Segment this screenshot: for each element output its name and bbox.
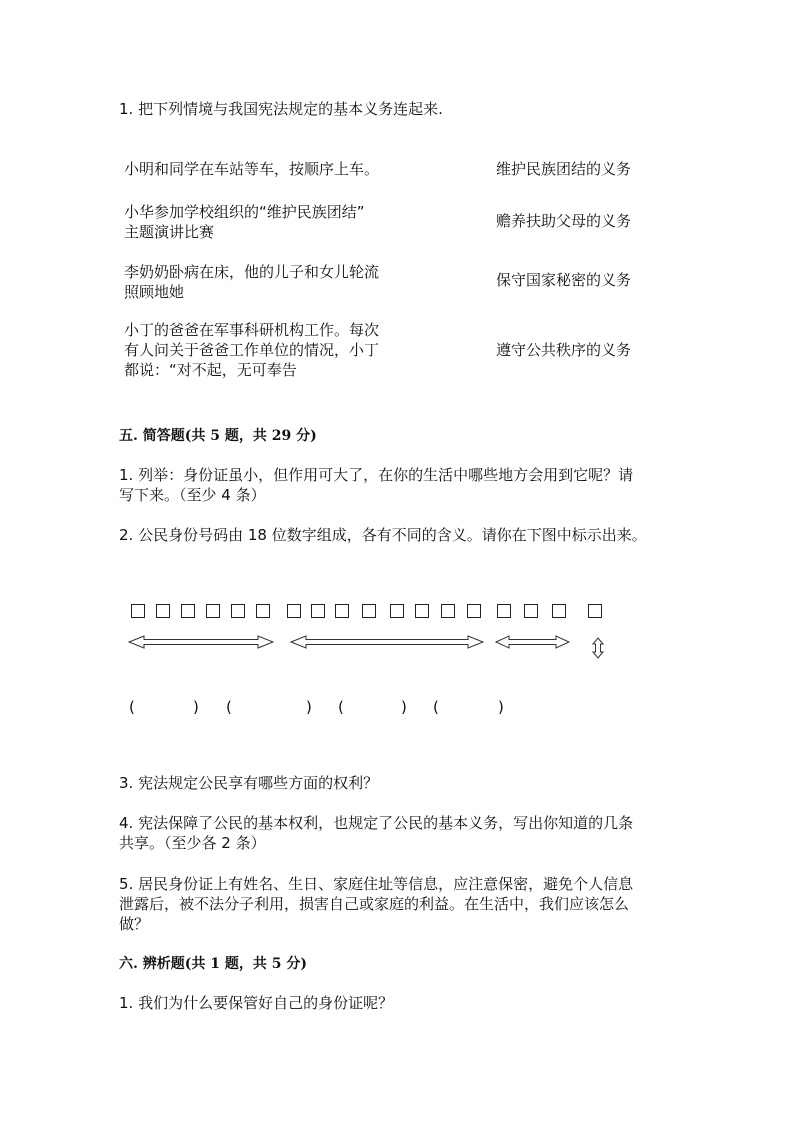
id-digit-box [441, 604, 455, 618]
id-digit-box [524, 604, 538, 618]
matching-left-item-4-line2: 有人问关于爸爸工作单位的情况，小丁 [124, 341, 380, 359]
matching-question: 1. 把下列情境与我国宪法规定的基本义务连起来. [119, 100, 443, 118]
paren-open: ( [338, 698, 344, 716]
paren-open: ( [433, 698, 439, 716]
section5-q5-line1: 5. 居民身份证上有姓名、生日、家庭住址等信息，应注意保密，避免个人信息 [119, 875, 634, 893]
id-group-arrows [0, 630, 794, 660]
id-digit-box [256, 604, 270, 618]
section6-question-1: 1. 我们为什么要保管好自己的身份证呢？ [119, 994, 394, 1012]
id-digit-box [311, 604, 325, 618]
section5-q4-line2: 共享。（至少各 2 条） [119, 834, 266, 852]
paren-close: ) [401, 698, 407, 716]
paren-open: ( [226, 698, 232, 716]
id-digit-box [390, 604, 404, 618]
section5-question-5 [119, 874, 633, 934]
double-arrow-icon [496, 636, 569, 648]
section5-question-4 [119, 813, 633, 853]
matching-left-item-3 [124, 262, 379, 302]
matching-left-item-2 [124, 202, 365, 242]
section5-question-3: 3. 宪法规定公民享有哪些方面的权利？ [119, 774, 379, 792]
matching-left-item-3-line1: 李奶奶卧病在床，他的儿子和女儿轮流 [124, 263, 380, 281]
section5-q4-line1: 4. 宪法保障了公民的基本权利，也规定了公民的基本义务，写出你知道的几条 [119, 814, 634, 832]
matching-right-item-1: 维护民族团结的义务 [496, 160, 632, 178]
paren-close: ) [193, 698, 199, 716]
paren-open: ( [129, 698, 135, 716]
double-arrow-icon [291, 636, 483, 648]
vertical-double-arrow-icon [593, 638, 603, 658]
id-digit-box [206, 604, 220, 618]
id-digit-box [131, 604, 145, 618]
section5-q5-line2: 泄露后，被不法分子利用，损害自己或家庭的利益。在生活中，我们应该怎么 [119, 895, 630, 913]
id-digit-box [467, 604, 481, 618]
id-digit-box [181, 604, 195, 618]
matching-left-item-3-line2: 照顾地她 [124, 283, 185, 301]
matching-right-item-2: 赡养扶助父母的义务 [496, 212, 632, 230]
id-digit-box [335, 604, 349, 618]
section5-heading: 五. 简答题(共 5 题，共 29 分) [119, 428, 317, 444]
matching-left-item-2-line1: 小华参加学校组织的“维护民族团结” [124, 203, 365, 221]
id-digit-box [552, 604, 566, 618]
matching-left-item-4-line1: 小丁的爸爸在军事科研机构工作。每次 [124, 321, 380, 339]
id-digit-box [156, 604, 170, 618]
double-arrow-icon [129, 636, 273, 648]
section5-question-2: 2. 公民身份号码由 18 位数字组成，各有不同的含义。请你在下图中标示出来。 [119, 526, 647, 544]
matching-left-item-4-line3: 都说：“对不起，无可奉告 [124, 361, 297, 379]
id-digit-box [287, 604, 301, 618]
id-digit-box [497, 604, 511, 618]
section5-question-1 [119, 465, 633, 505]
matching-left-item-2-line2: 主题演讲比赛 [124, 223, 215, 241]
id-digit-box [231, 604, 245, 618]
matching-left-item-4 [124, 320, 379, 380]
paren-close: ) [306, 698, 312, 716]
id-digit-box [362, 604, 376, 618]
matching-right-item-3: 保守国家秘密的义务 [496, 271, 632, 289]
section5-q1-line1: 1. 列举：身份证虽小，但作用可大了，在你的生活中哪些地方会用到它呢？请 [119, 466, 634, 484]
section6-heading: 六. 辨析题(共 1 题，共 5 分) [119, 956, 307, 972]
paren-close: ) [498, 698, 504, 716]
section5-q1-line2: 写下来。（至少 4 条） [119, 486, 266, 504]
matching-right-item-4: 遵守公共秩序的义务 [496, 341, 632, 359]
id-digit-box [415, 604, 429, 618]
id-digit-box [588, 604, 602, 618]
matching-left-item-1: 小明和同学在车站等车，按顺序上车。 [124, 160, 380, 178]
section5-q5-line3: 做？ [119, 915, 150, 933]
id-digit-boxes [0, 604, 794, 620]
